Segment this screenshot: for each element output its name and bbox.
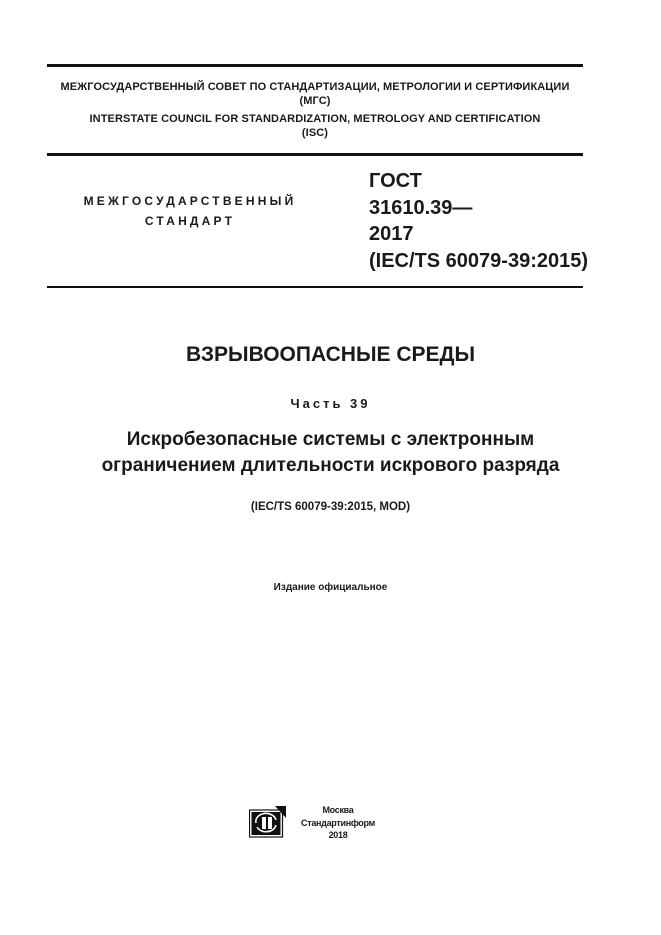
- council-ru-name: МЕЖГОСУДАРСТВЕННЫЙ СОВЕТ ПО СТАНДАРТИЗАЦИИ, МЕТРОЛОГИИ И СЕРТИФИКАЦИИ: [60, 81, 570, 93]
- standartinform-logo-icon: [249, 806, 287, 843]
- header-divider: [47, 153, 583, 156]
- iec-reference: (IEC/TS 60079-39:2015, MOD): [250, 501, 411, 513]
- standard-type-line2: СТАНДАРТ: [144, 214, 236, 228]
- publisher-year: 2018: [328, 830, 348, 840]
- council-ru-abbr: (МГС): [299, 95, 331, 107]
- publisher-city: Москва: [322, 805, 354, 815]
- council-en-name: INTERSTATE COUNCIL FOR STANDARDIZATION, METROLOGY AND CERTIFICATION: [89, 113, 541, 125]
- subtitle-line1: Искробезопасные системы с электронным: [126, 429, 535, 450]
- publisher-info: [293, 804, 383, 842]
- top-rule: [47, 64, 583, 67]
- designation-divider: [47, 286, 583, 288]
- gost-number: 31610.39—: [369, 196, 473, 219]
- gost-designation: [369, 168, 588, 274]
- part-number: Часть 39: [290, 396, 371, 411]
- iec-equivalent: (IEC/TS 60079-39:2015): [369, 249, 589, 272]
- subtitle-line2: ограничением длительности искрового разряда: [101, 455, 560, 476]
- council-en-abbr: (ISC): [301, 127, 329, 139]
- gost-label: ГОСТ: [369, 170, 422, 192]
- publisher-name: Стандартинформ: [301, 817, 375, 828]
- edition-note: Издание официальное: [273, 582, 388, 593]
- document-title: ВЗРЫВООПАСНЫЕ СРЕДЫ: [185, 343, 476, 366]
- standard-type-line1: МЕЖГОСУДАРСТВЕННЫЙ: [83, 194, 297, 208]
- gost-year: 2017: [369, 223, 414, 245]
